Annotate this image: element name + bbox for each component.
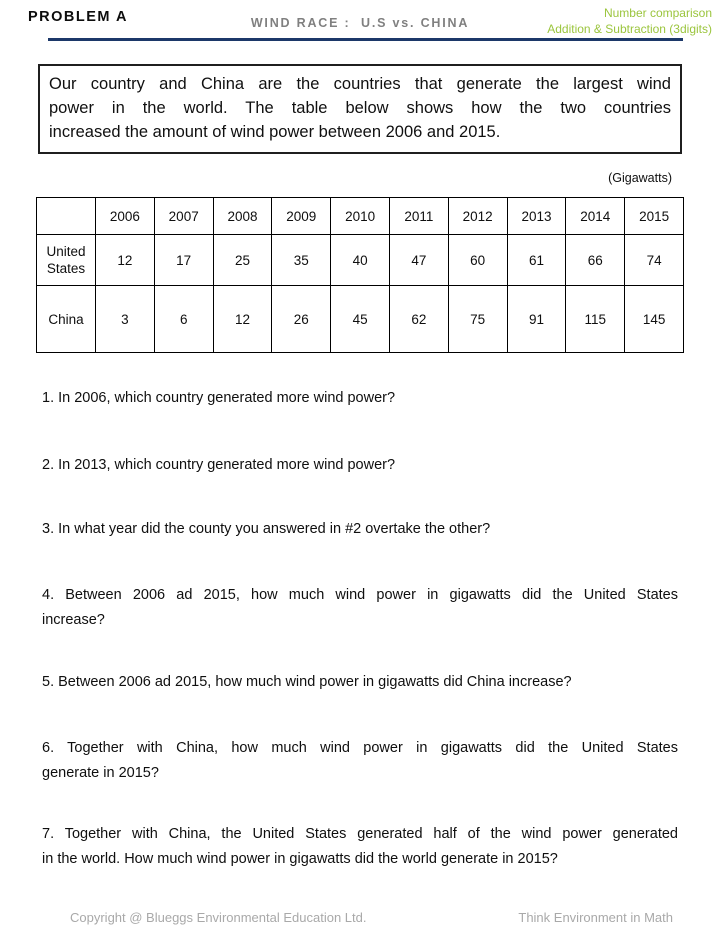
us-value: 61 bbox=[507, 235, 566, 286]
china-value: 75 bbox=[448, 286, 507, 353]
china-value: 3 bbox=[96, 286, 155, 353]
year-header: 2012 bbox=[448, 198, 507, 235]
china-value: 91 bbox=[507, 286, 566, 353]
us-value: 60 bbox=[448, 235, 507, 286]
footer-tagline: Think Environment in Math bbox=[518, 910, 673, 925]
year-header: 2014 bbox=[566, 198, 625, 235]
row-label-china: China bbox=[37, 286, 96, 353]
year-header: 2010 bbox=[331, 198, 390, 235]
problem-label: PROBLEM A bbox=[28, 9, 128, 25]
question-3-text: 3. In what year did the county you answered in #2 overtake the other? bbox=[42, 521, 491, 537]
us-value: 47 bbox=[389, 235, 448, 286]
topic-label bbox=[547, 5, 712, 37]
intro-line: power in the world. The table below shows how the two countries bbox=[49, 99, 671, 117]
china-value: 62 bbox=[389, 286, 448, 353]
intro-line: increased the amount of wind power between 2006 and 2015. bbox=[49, 123, 501, 141]
question-4 bbox=[42, 583, 678, 633]
question-5 bbox=[42, 670, 678, 695]
year-header: 2006 bbox=[96, 198, 155, 235]
table-header-row bbox=[37, 198, 684, 235]
us-value: 35 bbox=[272, 235, 331, 286]
page-title: WIND RACE : U.S vs. CHINA bbox=[250, 16, 470, 30]
table-row-united-states bbox=[37, 235, 684, 286]
question-6 bbox=[42, 736, 678, 786]
question-4-line-1: 4. Between 2006 ad 2015, how much wind power in gigawatts did the United States bbox=[42, 587, 678, 603]
question-5-text: 5. Between 2006 ad 2015, how much wind power in gigawatts did China increase? bbox=[42, 674, 572, 690]
question-2 bbox=[42, 453, 678, 478]
us-value: 25 bbox=[213, 235, 272, 286]
row-label-united-states: United States bbox=[37, 235, 96, 286]
question-7-line-2: in the world. How much wind power in gigawatts did the world generate in 2015? bbox=[42, 851, 558, 867]
china-value: 26 bbox=[272, 286, 331, 353]
year-header: 2015 bbox=[625, 198, 684, 235]
china-value: 115 bbox=[566, 286, 625, 353]
year-header: 2011 bbox=[389, 198, 448, 235]
table-row-china bbox=[37, 286, 684, 353]
intro-text-box bbox=[38, 64, 682, 154]
question-6-line-1: 6. Together with China, how much wind power in gigawatts did the United States bbox=[42, 740, 678, 756]
table-corner-cell bbox=[37, 198, 96, 235]
question-7-line-1: 7. Together with China, the United States generated half of the wind power generated bbox=[42, 826, 678, 842]
us-value: 66 bbox=[566, 235, 625, 286]
us-value: 12 bbox=[96, 235, 155, 286]
china-value: 12 bbox=[213, 286, 272, 353]
year-header: 2013 bbox=[507, 198, 566, 235]
us-value: 74 bbox=[625, 235, 684, 286]
us-value: 40 bbox=[331, 235, 390, 286]
us-value: 17 bbox=[154, 235, 213, 286]
unit-label: (Gigawatts) bbox=[608, 171, 672, 185]
question-7 bbox=[42, 822, 678, 872]
topic-line-2: Addition & Subtraction (3digits) bbox=[547, 22, 712, 36]
question-4-line-2: increase? bbox=[42, 612, 105, 628]
question-6-line-2: generate in 2015? bbox=[42, 765, 159, 781]
wind-power-table bbox=[36, 197, 684, 353]
question-1 bbox=[42, 386, 678, 411]
header-divider bbox=[48, 38, 683, 41]
china-value: 6 bbox=[154, 286, 213, 353]
year-header: 2007 bbox=[154, 198, 213, 235]
china-value: 45 bbox=[331, 286, 390, 353]
question-1-text: 1. In 2006, which country generated more wind power? bbox=[42, 390, 396, 406]
question-2-text: 2. In 2013, which country generated more wind power? bbox=[42, 457, 396, 473]
intro-line: Our country and China are the countries that generate the largest wind bbox=[49, 75, 671, 93]
topic-line-1: Number comparison bbox=[603, 6, 712, 20]
footer-copyright: Copyright @ Blueggs Environmental Education Ltd. bbox=[70, 910, 367, 925]
question-3 bbox=[42, 517, 678, 542]
china-value: 145 bbox=[625, 286, 684, 353]
year-header: 2008 bbox=[213, 198, 272, 235]
year-header: 2009 bbox=[272, 198, 331, 235]
